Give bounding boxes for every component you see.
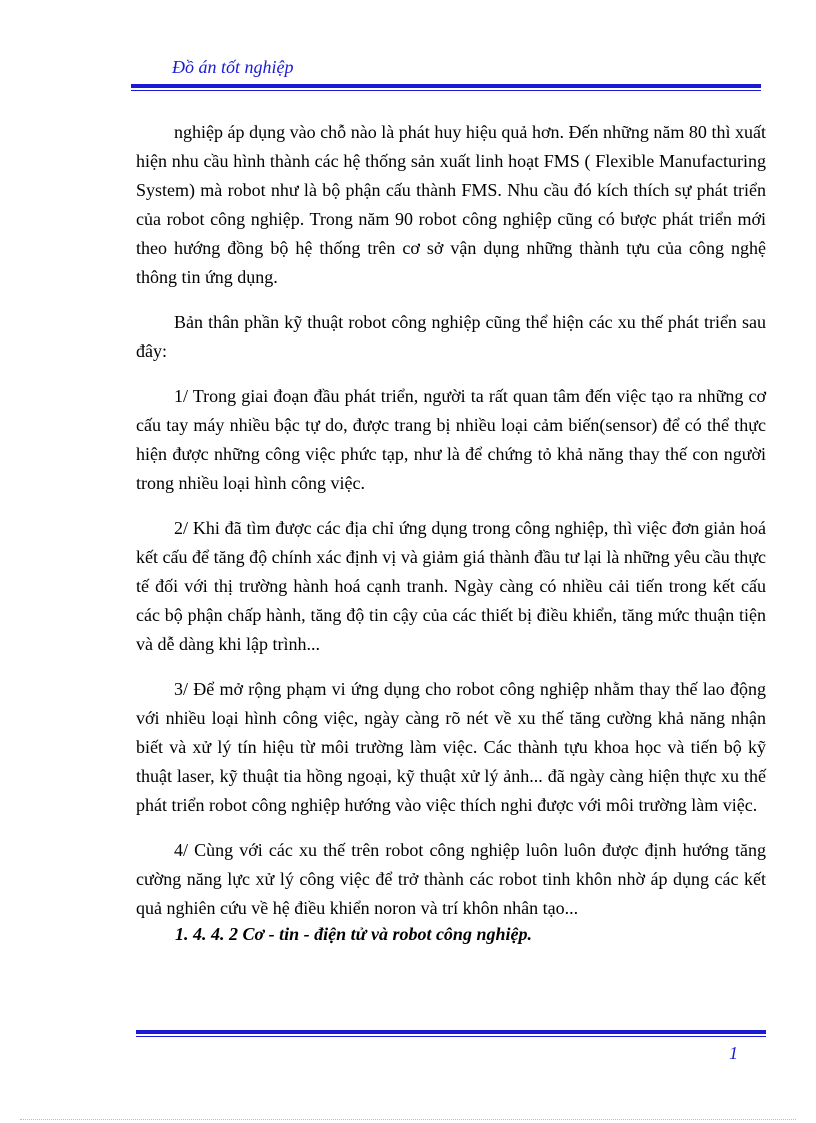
paragraph-trend-1: 1/ Trong giai đoạn đầu phát triển, người ta rất quan tâm đến việc tạo ra những cơ cấu tay máy nhiều bậc tự do, được trang bị nhiều loại cảm biến(sensor) để có thể thực hiện được những công việc phức tạp, như là để chứng tỏ khả năng thay thế con người trong nhiều loại hình công việc. — [136, 386, 766, 493]
footer-rule-thin — [136, 1036, 766, 1037]
paragraph-trend-4: 4/ Cùng với các xu thế trên robot công nghiệp luôn luôn được định hướng tăng cường năng lực xử lý công việc để trở thành các robot tinh khôn nhờ áp dụng các kết quả nghiên cứu về hệ điều khiển noron và trí khôn nhân tạo... — [136, 840, 766, 918]
section-heading: 1. 4. 4. 2 Cơ - tin - điện tử và robot công nghiệp. — [175, 924, 532, 944]
header-rule-thick — [131, 84, 761, 88]
document-body — [136, 118, 766, 939]
page-number: 1 — [729, 1043, 738, 1063]
paragraph-trend-2: 2/ Khi đã tìm được các địa chỉ ứng dụng trong công nghiệp, thì việc đơn giản hoá kết cấu để tăng độ chính xác định vị và giảm giá thành đầu tư lại là những yêu cầu thực tế đối với thị trường hành hoá cạnh tranh. Ngày càng có nhiều cải tiến trong kết cấu các bộ phận chấp hành, tăng độ tin cậy của các thiết bị điều khiển, tăng mức thuận tiện và dễ dàng khi lập trình... — [136, 518, 766, 654]
paragraph-continuation: nghiệp áp dụng vào chỗ nào là phát huy hiệu quả hơn. Đến những năm 80 thì xuất hiện nhu cầu hình thành các hệ thống sản xuất linh hoạt FMS ( Flexible Manufacturing System) mà robot như là bộ phận cấu thành FMS. Nhu cầu đó kích thích sự phát triển của robot công nghiệp. Trong năm 90 robot công nghiệp cũng có bược phát triển mới theo hướng đồng bộ hệ thống trên cơ sở vận dụng những thành tựu của công nghệ thông tin ứng dụng. — [136, 122, 766, 287]
header-rule — [131, 84, 761, 91]
header-title: Đồ án tốt nghiệp — [172, 57, 294, 77]
header-rule-thin — [131, 90, 761, 91]
page-edge-divider — [20, 1119, 796, 1120]
paragraph-trends-intro: Bản thân phần kỹ thuật robot công nghiệp cũng thể hiện các xu thế phát triển sau đây: — [136, 312, 766, 361]
footer-rule-thick — [136, 1030, 766, 1034]
paragraph-trend-3: 3/ Để mở rộng phạm vi ứng dụng cho robot công nghiệp nhằm thay thế lao động với nhiều loại hình công việc, ngày càng rõ nét về xu thế tăng cường khả năng nhận biết và xử lý tín hiệu từ môi trường làm việc. Các thành tựu khoa học và tiến bộ kỹ thuật laser, kỹ thuật tia hồng ngoại, kỹ thuật xử lý ảnh... đã ngày càng hiện thực xu thế phát triển robot công nghiệp hướng vào việc thích nghi được với môi trường làm việc. — [136, 679, 766, 815]
footer-rule — [136, 1030, 766, 1037]
